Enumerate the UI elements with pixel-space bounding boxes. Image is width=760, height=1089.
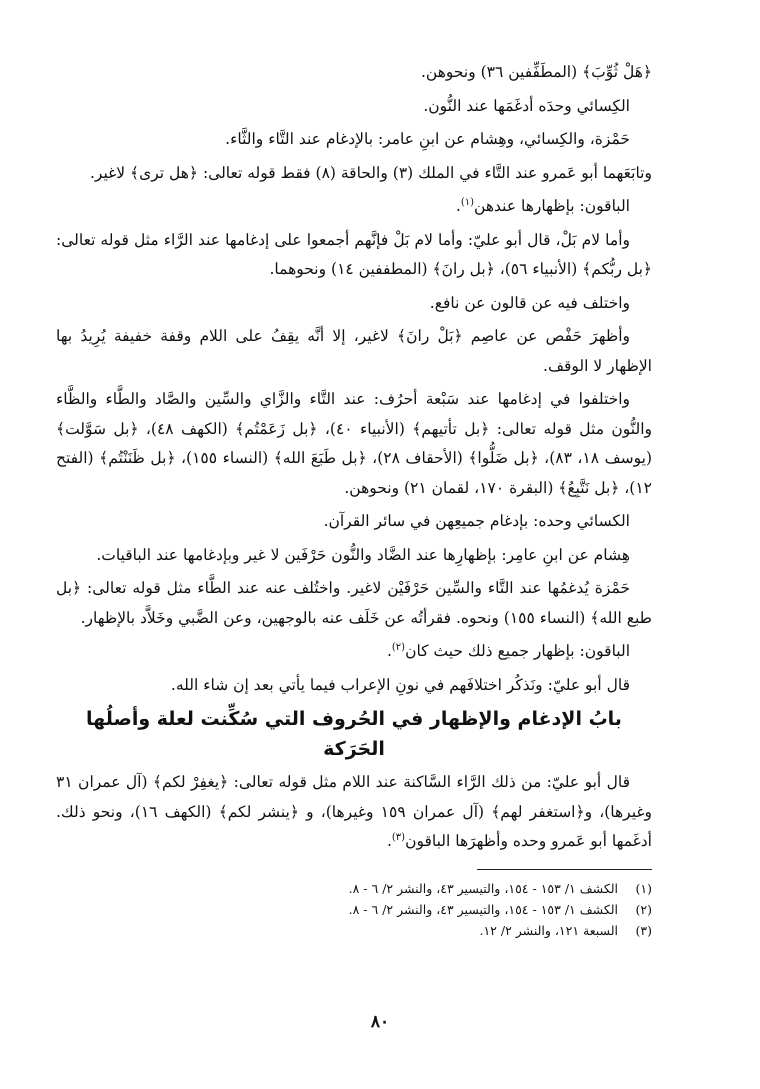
paragraph-13-end: . [386,642,392,660]
paragraph-1 [56,58,652,88]
footnote-text: السبعة ١٢١، والنشر ٢/ ١٢. [479,922,618,938]
paragraph-8 [56,322,652,381]
paragraph-4-text: وتابَعَهما أبو عَمرو عند التَّاء في الملك (٣) والحاقة (٨) فقط قوله تعالى: ﴿هل ترى﴾ لاغير. [89,163,652,182]
footnote-number: (٣) [635,922,652,938]
paragraph-2 [56,92,652,122]
paragraph-12 [56,574,652,633]
page-number: ٨٠ [370,1012,390,1032]
paragraph-1-text: ﴿هَلْ ثُوِّبَ﴾ (المطَفِّفين ٣٦) ونحوهن. [420,63,652,81]
paragraph-5 [56,192,652,222]
paragraph-8-text: وأظهرَ حَفْص عن عاصِم ﴿بَلْ رانَ﴾ لاغير، إلا أنَّه يقِفُ على اللام وقفة خفيفة يُرِيدُ بها الإظهار لا الوقف. [56,327,652,375]
paragraph-15-text: قال أبو عليّ: من ذلك الرَّاء السَّاكنة عند اللام مثل قوله تعالى: ﴿يغفِرْ لكم﴾ (آل عمران ٣١ وغيرها)، و﴿استغفر لهم﴾ (آل عمران ١٥٩ وغيرها)، و ﴿ينشر لكم﴾ (الكهف ١٦)، ونحو ذلك. أدغَمها أبو عَمرو وحده وأظهرَها الباقون [56,773,652,850]
footnote-3 [56,920,652,941]
paragraph-5-end: . [455,197,461,215]
paragraph-3 [56,125,652,155]
footnote-text: الكشف ١/ ١٥٣ - ١٥٤، والتيسير ٤٣، والنشر ٢/ ٦ - ٨. [348,880,618,896]
paragraph-11-text: هِشام عن ابنِ عامِر: بإظهارِها عند الضَّاد والنُّون حَرْفَين لا غير وبإدغامها عند الباقيات. [96,545,630,564]
footnote-2 [56,899,652,920]
paragraph-4 [56,159,652,189]
paragraph-6 [56,226,652,285]
main-text [56,58,652,857]
section-heading: بابُ الإدغام والإظهار في الحُروف التي سُكِّنت لعلة وأصلُها الحَرَكة [86,708,622,760]
footnote-ref-3[interactable]: (٣) [391,831,406,843]
paragraph-14 [56,671,652,701]
footnote-number: (١) [635,880,652,896]
paragraph-14-text: قال أبو عليّ: ونَذكُر اختلافَهم في نونِ الإعراب فيما يأتي بعد إن شاء الله. [170,675,630,694]
paragraph-10 [56,507,652,537]
footnote-ref-2[interactable]: (٢) [391,641,406,653]
paragraph-13-text: الباقون: بإظهار جميع ذلك حيث كان [405,642,630,660]
paragraph-7 [56,289,652,319]
footnotes [56,878,652,941]
footnote-ref-1[interactable]: (١) [460,196,475,208]
paragraph-11 [56,541,652,571]
paragraph-3-text: حَمْزة، والكِسائي، وهِشام عن ابنِ عامر: بالإدغام عند التَّاء والثَّاء. [225,130,630,148]
footnote-number: (٢) [635,901,652,917]
paragraph-13 [56,637,652,667]
paragraph-9 [56,385,652,503]
footnote-text: الكشف ١/ ١٥٣ - ١٥٤، والتيسير ٤٣، والنشر ٢/ ٦ - ٨. [348,901,618,917]
footnote-1 [56,878,652,899]
paragraph-10-text: الكسائي وحده: بإدغام جميعِهن في سائر القرآن. [323,512,630,530]
footnote-divider [477,869,652,870]
paragraph-15 [56,768,652,857]
paragraph-6-text: وأما لام بَلْ، قال أبو عليّ: وأما لام بَلْ فإنَّهم أجمعوا على إدغامها عند الرَّاء مثل قوله تعالى: ﴿بل ربُّكم﴾ (الأنبياء ٥٦)، ﴿بل رانَ﴾ (المطففين ١٤) ونحوهما. [56,230,652,278]
paragraph-15-end: . [386,832,392,850]
paragraph-12-text: حَمْزة يُدغمُها عند التَّاء والسِّين حَرْفَيْن لاغير. واختُلف عنه عند الطَّاء مثل قوله تعالى: ﴿بل طبع الله﴾ (النساء ١٥٥) ونحوه. فقرأتُه عن خَلَف عنه بالوجهين، وعن الضَّبي وخَلاَّد بالإظهار. [56,579,652,627]
paragraph-5-text: الباقون: بإظهارها عندهن [474,197,630,215]
paragraph-2-text: الكِسائي وحدَه أدغَمَها عند النُّون. [423,96,630,115]
paragraph-9-text: واختلفوا في إدغامها عند سَبْعة أحرُف: عند التَّاء والزَّاي والسِّين والصَّاد والطَّاء والظَّاء والنُّون مثل قوله تعالى: ﴿بل تأتيهم﴾ (الأنبياء ٤٠)، ﴿بل زَعَمْتُم﴾ (الكهف ٤٨)، ﴿بل سَوَّلت﴾ (يوسف ١٨، ٨٣)، ﴿بل ضَلُّوا﴾ (الأحقاف ٢٨)، ﴿بل طَبَعَ الله﴾ (النساء ١٥٥)، ﴿بل ظَنَنْتُم﴾ (الفتح ١٢)، ﴿بل نَتَّبِعُ﴾ (البقرة ١٧٠، لقمان ٢١) ونحوهن. [56,390,652,497]
paragraph-7-text: واختلف فيه عن قالون عن نافع. [429,293,630,312]
